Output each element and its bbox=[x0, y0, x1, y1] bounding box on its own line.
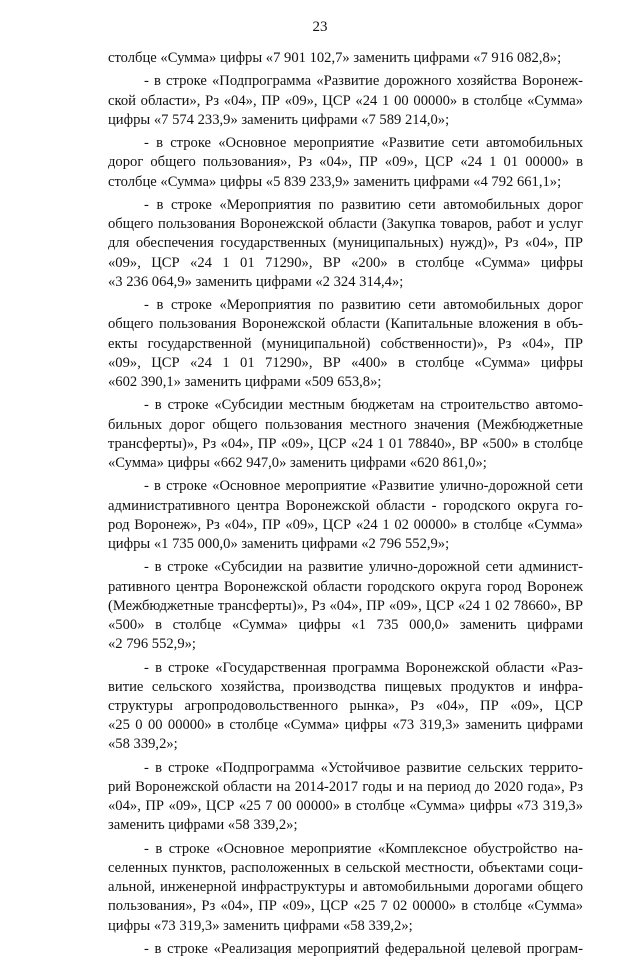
text-line: «25 0 00 00000» в столбце «Сумма» цифры «73 319,3» заменить цифрами bbox=[108, 717, 583, 734]
text-line: ративного центра Воронежской области городского округа город Воронеж bbox=[108, 578, 583, 595]
text-line: «2 796 552,9»; bbox=[108, 636, 196, 653]
paragraph bbox=[108, 840, 583, 936]
text-line: «09», ЦСР «24 1 01 71290», ВР «400» в столбце «Сумма» цифры bbox=[108, 354, 583, 371]
text-line: - в строке «Государственная программа Воронежской области «Раз- bbox=[144, 659, 583, 676]
text-line: екты государственной (муниципальной) собственности)», Рз «04», ПР bbox=[108, 335, 583, 352]
paragraph bbox=[108, 558, 583, 654]
text-line: бильных дорог общего пользования местного значения (Межбюджетные bbox=[108, 416, 583, 433]
text-line: общего пользования Воронежской области (Закупка товаров, работ и услуг bbox=[108, 216, 583, 233]
paragraph bbox=[108, 759, 583, 836]
text-line: витие сельского хозяйства, производства пищевых продуктов и инфра- bbox=[108, 678, 583, 695]
paragraph bbox=[108, 477, 583, 554]
text-line: рий Воронежской области на 2014-2017 годы и на период до 2020 года», Рз bbox=[108, 779, 583, 795]
text-line: дорог общего пользования», Рз «04», ПР «09», ЦСР «24 1 01 00000» в bbox=[108, 154, 583, 171]
text-line: - в строке «Субсидии на развитие улично-дорожной сети админист- bbox=[144, 559, 583, 576]
text-line: - в строке «Подпрограмма «Развитие дорожного хозяйства Воронеж- bbox=[144, 73, 583, 90]
text-line: «09», ЦСР «24 1 01 71290», ВР «200» в столбце «Сумма» цифры bbox=[108, 254, 583, 271]
text-line: «58 339,2»; bbox=[108, 736, 178, 753]
paragraph bbox=[108, 196, 583, 292]
text-line: род Воронеж», Рз «04», ПР «09», ЦСР «24 1 02 00000» в столбце «Сумма» bbox=[108, 516, 583, 533]
text-line: - в строке «Основное мероприятие «Развитие сети автомобильных bbox=[144, 135, 583, 152]
text-line: - в строке «Субсидии местным бюджетам на строительство автомо- bbox=[144, 397, 583, 414]
text-line: «3 236 064,9» заменить цифрами «2 324 314,4»; bbox=[108, 273, 404, 290]
text-line: для обеспечения государственных (муниципальных) нужд)», Рз «04», ПР bbox=[108, 235, 583, 252]
text-line: «04», ПР «09», ЦСР «25 7 00 00000» в столбце «Сумма» цифры «73 319,3» bbox=[108, 798, 583, 815]
text-line: столбце «Сумма» цифры «7 901 102,7» заменить цифрами «7 916 082,8»; bbox=[108, 50, 562, 66]
text-line: цифры «73 319,3» заменить цифрами «58 339,2»; bbox=[108, 917, 413, 934]
text-line: - в строке «Мероприятия по развитию сети автомобильных дорог bbox=[144, 297, 583, 314]
text-line: пользования», Рз «04», ПР «09», ЦСР «25 7 02 00000» в столбце «Сумма» bbox=[108, 898, 583, 915]
text-line: - в строке «Основное мероприятие «Комплексное обустройство на- bbox=[144, 840, 583, 857]
text-line: цифры «7 574 233,9» заменить цифрами «7 589 214,0»; bbox=[108, 111, 450, 128]
text-line: цифры «1 735 000,0» заменить цифрами «2 796 552,9»; bbox=[108, 536, 450, 552]
paragraph bbox=[108, 72, 583, 130]
text-line: (Межбюджетные трансферты)», Рз «04», ПР «09», ЦСР «24 1 02 78660», ВР bbox=[108, 597, 583, 614]
page-number: 23 bbox=[312, 19, 328, 35]
text-line: «500» в столбце «Сумма» цифры «1 735 000,0» заменить цифрами bbox=[108, 617, 583, 633]
text-line: - в строке «Реализация мероприятий федеральной целевой програм- bbox=[144, 941, 583, 957]
text-line: «Сумма» цифры «662 947,0» заменить цифрами «620 861,0»; bbox=[108, 455, 487, 471]
paragraph bbox=[108, 134, 583, 192]
text-line: административного центра Воронежской области - городского округа го- bbox=[108, 497, 583, 514]
paragraph bbox=[108, 49, 583, 68]
text-line: - в строке «Основное мероприятие «Развитие улично-дорожной сети bbox=[144, 478, 583, 495]
text-line: структуры агропродовольственного рынка», Рз «04», ПР «09», ЦСР bbox=[108, 698, 583, 714]
text-line: столбце «Сумма» цифры «5 839 233,9» заменить цифрами «4 792 661,1»; bbox=[108, 173, 562, 190]
text-line: трансферты)», Рз «04», ПР «09», ЦСР «24 1 01 78840», ВР «500» в столбце bbox=[108, 435, 583, 452]
paragraph bbox=[108, 296, 583, 392]
text-line: ской области», Рз «04», ПР «09», ЦСР «24 1 00 00000» в столбце «Сумма» bbox=[108, 92, 583, 109]
document-body bbox=[108, 49, 583, 963]
text-line: - в строке «Подпрограмма «Устойчивое развитие сельских террито- bbox=[144, 759, 583, 776]
text-line: заменить цифрами «58 339,2»; bbox=[108, 817, 298, 834]
text-line: общего пользования Воронежской области (Капитальные вложения в объ- bbox=[108, 316, 583, 333]
paragraph bbox=[108, 659, 583, 755]
text-line: селенных пунктов, расположенных в сельской местности, объектами соци- bbox=[108, 860, 583, 876]
paragraph bbox=[108, 396, 583, 473]
paragraph bbox=[108, 940, 583, 959]
text-line: альной, инженерной инфраструктуры и автомобильными дорогами общего bbox=[108, 879, 583, 896]
text-line: - в строке «Мероприятия по развитию сети автомобильных дорог bbox=[144, 196, 583, 213]
text-line: «602 390,1» заменить цифрами «509 653,8»; bbox=[108, 374, 382, 390]
